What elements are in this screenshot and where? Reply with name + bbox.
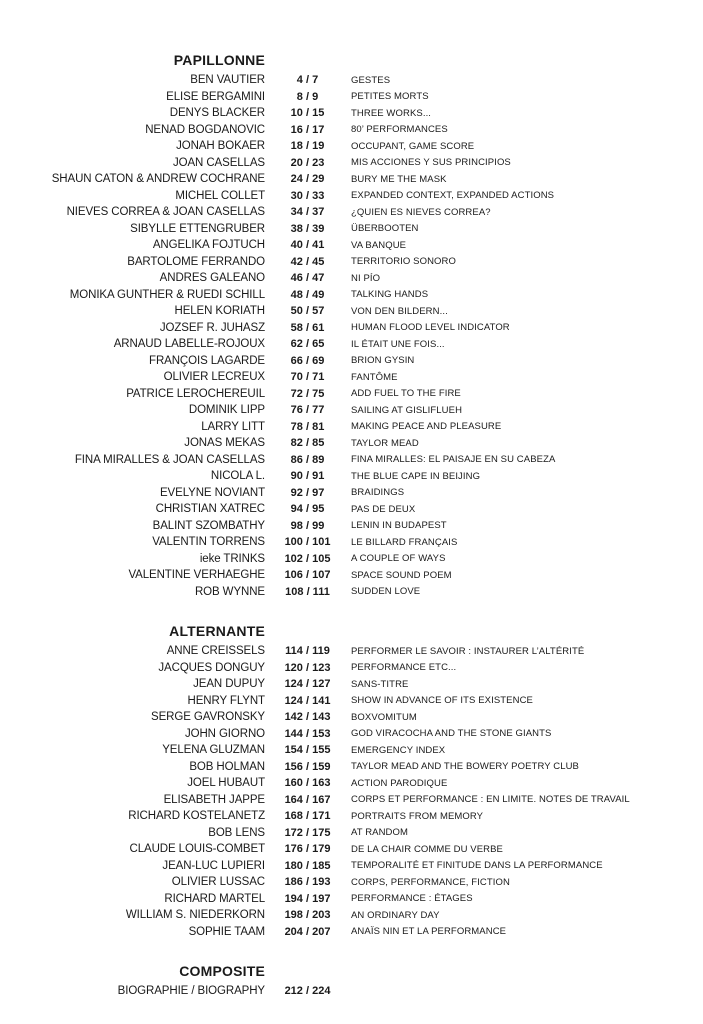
entry-title: ANAÏS NIN ET LA PERFORMANCE	[351, 926, 507, 938]
section-title: ALTERNANTE	[169, 623, 265, 639]
toc-entry	[0, 792, 703, 809]
entry-title: BRION GYSIN	[351, 355, 415, 367]
entry-author: MICHEL COLLET	[175, 189, 265, 202]
entry-author: OLIVIER LUSSAC	[171, 876, 265, 889]
entry-author: JOËL HUBAUT	[187, 777, 265, 790]
entry-pages: 164 / 167	[284, 793, 331, 806]
entry-pages: 58 / 61	[290, 321, 325, 334]
entry-author: ROB WYNNE	[194, 585, 265, 598]
entry-author: RICHARD KOSTELANETZ	[128, 810, 265, 823]
entry-title: TEMPORALITÉ ET FINITUDE DANS LA PERFORMANCE	[351, 860, 603, 872]
entry-title: OCCUPANT, GAME SCORE	[351, 140, 475, 152]
entry-author: JACQUES DONGUY	[158, 661, 265, 674]
entry-author: JONAH BOKAER	[176, 140, 265, 153]
entry-pages: 180 / 185	[284, 859, 331, 872]
entry-author: VALENTINE VERHAEGHE	[128, 569, 265, 582]
entry-pages: 92 / 97	[290, 486, 325, 499]
toc-entry	[0, 874, 703, 891]
toc-entry	[0, 287, 703, 304]
toc-section	[0, 50, 703, 600]
entry-pages: 212 / 224	[284, 985, 331, 998]
toc-entry	[0, 402, 703, 419]
entry-title: FINA MIRALLES: EL PAISAJE EN SU CABEZA	[351, 454, 556, 466]
entry-title: A COUPLE OF WAYS	[351, 553, 446, 565]
entry-title: ¿QUIEN ES NIEVES CORREA?	[351, 206, 491, 218]
entry-author: CHRISTIAN XATREC	[155, 503, 265, 516]
entry-pages: 72 / 75	[290, 387, 325, 400]
toc-entry	[0, 237, 703, 254]
toc-entry	[0, 270, 703, 287]
toc-entry	[0, 584, 703, 601]
toc-entry	[0, 105, 703, 122]
entry-title: PAS DE DEUX	[351, 503, 416, 515]
toc-entry	[0, 452, 703, 469]
entry-author: BEN VAUTIER	[190, 74, 265, 87]
entry-author: JEAN DUPUY	[193, 678, 265, 691]
entry-author: NENAD BOGDANOVIC	[145, 123, 265, 136]
entry-title: BURY ME THE MASK	[351, 173, 447, 185]
entry-author: JEAN-LUC LUPIERI	[162, 859, 265, 872]
entry-author: HENRY FLYNT	[187, 694, 265, 707]
toc-entry	[0, 643, 703, 660]
toc-entry	[0, 485, 703, 502]
entry-author: BIOGRAPHIE / BIOGRAPHY	[117, 985, 265, 998]
entry-author: OLIVIER LECREUX	[163, 371, 265, 384]
entry-author: PATRICE LEROCHEREUIL	[126, 387, 265, 400]
section-entries	[0, 983, 703, 1000]
toc-entry	[0, 122, 703, 139]
entry-pages: 100 / 101	[284, 536, 331, 549]
toc-entry	[0, 841, 703, 858]
toc-entry	[0, 709, 703, 726]
entry-title: MAKING PEACE AND PLEASURE	[351, 421, 502, 433]
entry-title: THE BLUE CAPE IN BEIJING	[351, 470, 481, 482]
entry-author: VALENTÍN TORRENS	[152, 536, 265, 549]
entry-pages: 106 / 107	[284, 569, 331, 582]
entry-pages: 98 / 99	[290, 519, 325, 532]
entry-pages: 30 / 33	[290, 189, 325, 202]
entry-author: SIBYLLE ETTENGRUBER	[130, 222, 265, 235]
entry-title: IL ÉTAIT UNE FOIS...	[351, 338, 445, 350]
toc-entry	[0, 369, 703, 386]
table-of-contents	[0, 50, 703, 1021]
entry-author: ARNAUD LABELLE-ROJOUX	[113, 338, 265, 351]
entry-pages: 66 / 69	[290, 354, 325, 367]
entry-author: DOMINIK LIPP	[188, 404, 265, 417]
entry-pages: 78 / 81	[290, 420, 325, 433]
entry-title: THREE WORKS...	[351, 107, 432, 119]
entry-pages: 194 / 197	[284, 892, 331, 905]
toc-entry	[0, 660, 703, 677]
toc-entry	[0, 386, 703, 403]
entry-title: LENIN IN BUDAPEST	[351, 520, 447, 532]
entry-title: SUDDEN LOVE	[351, 586, 421, 598]
entry-pages: 198 / 203	[284, 909, 331, 922]
entry-title: PERFORMANCE : ÉTAGES	[351, 893, 473, 905]
entry-author: JÓZSEF R. JUHÁSZ	[159, 321, 265, 334]
entry-title: VA BANQUE	[351, 239, 407, 251]
entry-title: SPACE SOUND POEM	[351, 569, 452, 581]
entry-pages: 48 / 49	[290, 288, 325, 301]
entry-author: FINA MIRALLES & JOAN CASELLAS	[74, 453, 265, 466]
entry-pages: 42 / 45	[290, 255, 325, 268]
entry-author: JOHN GIORNO	[184, 727, 265, 740]
entry-title: ACTION PARODIQUE	[351, 777, 448, 789]
entry-pages: 160 / 163	[284, 777, 331, 790]
toc-entry	[0, 983, 703, 1000]
entry-title: EMERGENCY INDEX	[351, 744, 446, 756]
entry-author: BARTOLOMÉ FERRANDO	[127, 255, 265, 268]
entry-author: FRANÇOIS LAGARDE	[149, 354, 265, 367]
toc-entry	[0, 419, 703, 436]
entry-pages: 70 / 71	[290, 371, 325, 384]
entry-pages: 124 / 127	[284, 678, 331, 691]
section-title: COMPOSITE	[179, 963, 265, 979]
entry-pages: 38 / 39	[290, 222, 325, 235]
entry-title: BOXVOMITUM	[351, 711, 417, 723]
entry-pages: 34 / 37	[290, 206, 325, 219]
toc-entry	[0, 303, 703, 320]
toc-entry	[0, 924, 703, 941]
toc-entry	[0, 188, 703, 205]
entry-title: FANTÔME	[351, 371, 398, 383]
entry-author: YELENA GLUZMAN	[162, 744, 265, 757]
toc-entry	[0, 138, 703, 155]
entry-title: MIS ACCIONES Y SUS PRINCIPIOS	[351, 157, 511, 169]
toc-entry	[0, 567, 703, 584]
entry-pages: 94 / 95	[290, 503, 325, 516]
entry-author: MONIKA GÜNTHER & RUEDI SCHILL	[69, 288, 265, 301]
toc-entry	[0, 204, 703, 221]
toc-entry	[0, 72, 703, 89]
entry-author: CLAUDE LOUIS-COMBET	[129, 843, 265, 856]
entry-pages: 204 / 207	[284, 925, 331, 938]
entry-title: PORTRAITS FROM MEMORY	[351, 810, 484, 822]
entry-pages: 46 / 47	[290, 272, 325, 285]
entry-pages: 144 / 153	[284, 727, 331, 740]
entry-pages: 120 / 123	[284, 661, 331, 674]
entry-author: NIEVES CORREA & JOAN CASELLAS	[66, 206, 265, 219]
entry-pages: 4 / 7	[296, 74, 319, 87]
entry-title: CORPS ET PERFORMANCE : EN LIMITE. NOTES DE TRAVAIL	[351, 794, 630, 806]
section-entries	[0, 72, 703, 600]
entry-pages: 102 / 105	[284, 552, 331, 565]
section-title: PAPILLONNE	[173, 52, 265, 68]
entry-author: ieke TRINKS	[199, 552, 265, 565]
entry-author: SOPHIE TAAM	[188, 925, 265, 938]
toc-entry	[0, 726, 703, 743]
entry-title: VON DEN BILDERN...	[351, 305, 448, 317]
entry-pages: 108 / 111	[285, 585, 330, 598]
toc-entry	[0, 320, 703, 337]
toc-entry	[0, 353, 703, 370]
entry-title: TERRITORIO SONORO	[351, 256, 456, 268]
entry-author: DENYS BLACKER	[169, 107, 265, 120]
entry-title: 80’ PERFORMANCES	[351, 124, 448, 136]
entry-title: SANS-TITRE	[351, 678, 409, 690]
entry-pages: 114 / 119	[285, 645, 330, 658]
toc-entry	[0, 468, 703, 485]
entry-author: ELISABETH JAPPE	[163, 793, 265, 806]
entry-pages: 176 / 179	[284, 843, 331, 856]
toc-entry	[0, 551, 703, 568]
entry-title: GESTES	[351, 74, 391, 86]
entry-pages: 18 / 19	[290, 140, 325, 153]
entry-author: BÁLINT SZOMBATHY	[152, 519, 265, 532]
entry-author: SHAUN CATON & ANDREW COCHRANE	[51, 173, 265, 186]
entry-title: AN ORDINARY DAY	[351, 909, 440, 921]
toc-entry	[0, 336, 703, 353]
entry-pages: 86 / 89	[290, 453, 325, 466]
section-entries	[0, 643, 703, 940]
entry-title: SHOW IN ADVANCE OF ITS EXISTENCE	[351, 695, 533, 707]
entry-title: TAYLOR MEAD	[351, 437, 419, 449]
entry-title: SAILING AT GISLIFLUEH	[351, 404, 463, 416]
toc-entry	[0, 534, 703, 551]
entry-pages: 76 / 77	[290, 404, 325, 417]
toc-entry	[0, 518, 703, 535]
toc-entry	[0, 171, 703, 188]
entry-title: PERFORMANCE ETC...	[351, 662, 457, 674]
toc-entry	[0, 693, 703, 710]
entry-author: BOB LENS	[208, 826, 265, 839]
entry-author: SERGE GAVRONSKY	[151, 711, 265, 724]
toc-entry	[0, 907, 703, 924]
entry-pages: 186 / 193	[284, 876, 331, 889]
toc-entry	[0, 89, 703, 106]
toc-entry	[0, 759, 703, 776]
entry-author: BOB HOLMAN	[189, 760, 265, 773]
toc-entry	[0, 435, 703, 452]
entry-pages: 10 / 15	[290, 107, 325, 120]
entry-author: ELISE BERGAMINI	[166, 90, 265, 103]
entry-author: RICHARD MARTEL	[164, 892, 265, 905]
entry-author: EVELYNE NOVIANT	[159, 486, 265, 499]
entry-author: HELEN KORIATH	[174, 305, 265, 318]
entry-pages: 24 / 29	[290, 173, 325, 186]
entry-pages: 20 / 23	[290, 156, 325, 169]
entry-pages: 156 / 159	[284, 760, 331, 773]
entry-title: DE LA CHAIR COMME DU VERBE	[351, 843, 503, 855]
entry-title: BRAIDINGS	[351, 487, 405, 499]
entry-title: ADD FUEL TO THE FIRE	[351, 388, 461, 400]
entry-author: WILLIAM S. NIEDERKORN	[125, 909, 265, 922]
toc-entry	[0, 155, 703, 172]
entry-title: TAYLOR MEAD AND THE BOWERY POETRY CLUB	[351, 761, 579, 773]
entry-author: LARRY LITT	[201, 420, 265, 433]
entry-title: GOD VIRACOCHA AND THE STONE GIANTS	[351, 728, 552, 740]
entry-author: ANNE CREISSELS	[166, 645, 265, 658]
entry-pages: 142 / 143	[284, 711, 331, 724]
toc-entry	[0, 858, 703, 875]
toc-entry	[0, 808, 703, 825]
entry-title: NI PÍO	[351, 272, 381, 284]
toc-entry	[0, 221, 703, 238]
entry-pages: 16 / 17	[290, 123, 325, 136]
entry-author: ANDRÉS GALEANO	[159, 272, 265, 285]
toc-entry	[0, 676, 703, 693]
entry-author: JOAN CASELLAS	[172, 156, 265, 169]
toc-entry	[0, 501, 703, 518]
entry-title: ÜBERBOOTEN	[351, 223, 419, 235]
entry-title: CORPS, PERFORMANCE, FICTION	[351, 876, 510, 888]
entry-author: ANGELIKA FOJTUCH	[152, 239, 265, 252]
entry-title: HUMAN FLOOD LEVEL INDICATOR	[351, 322, 510, 334]
toc-entry	[0, 254, 703, 271]
entry-pages: 90 / 91	[290, 470, 325, 483]
toc-section	[0, 961, 703, 1000]
entry-title: EXPANDED CONTEXT, EXPANDED ACTIONS	[351, 190, 555, 202]
entry-author: NICOLA L.	[210, 470, 265, 483]
toc-section	[0, 621, 703, 940]
entry-pages: 8 / 9	[296, 90, 319, 103]
entry-pages: 40 / 41	[290, 239, 325, 252]
toc-entry	[0, 742, 703, 759]
entry-title: TALKING HANDS	[351, 289, 429, 301]
toc-entry	[0, 891, 703, 908]
entry-title: LE BILLARD FRANÇAIS	[351, 536, 458, 548]
entry-pages: 82 / 85	[290, 437, 325, 450]
toc-entry	[0, 825, 703, 842]
entry-pages: 172 / 175	[284, 826, 331, 839]
entry-author: JONAS MEKAS	[184, 437, 265, 450]
entry-pages: 50 / 57	[290, 305, 325, 318]
toc-entry	[0, 775, 703, 792]
entry-title: PERFORMER LE SAVOIR : INSTAURER L’ALTÉRITÉ	[351, 645, 585, 657]
entry-title: PETITES MORTS	[351, 91, 429, 103]
entry-pages: 154 / 155	[284, 744, 331, 757]
entry-title: AT RANDOM	[351, 827, 409, 839]
entry-pages: 168 / 171	[284, 810, 331, 823]
entry-pages: 124 / 141	[284, 694, 331, 707]
entry-pages: 62 / 65	[290, 338, 325, 351]
